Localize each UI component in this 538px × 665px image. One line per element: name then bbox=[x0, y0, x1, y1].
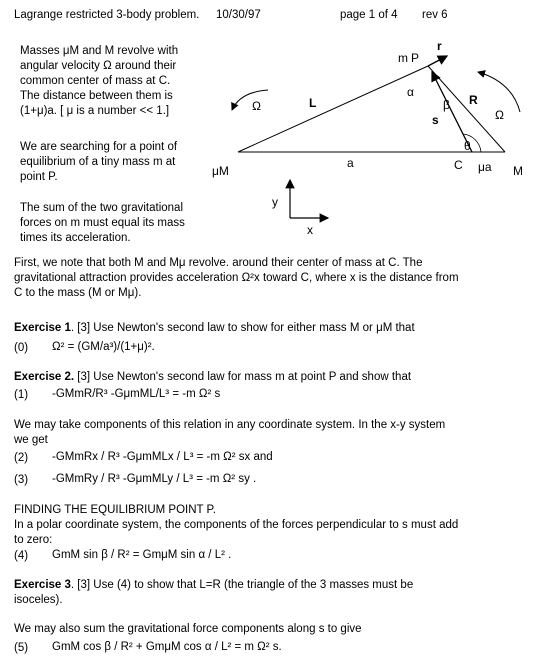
text-line: to zero: bbox=[14, 533, 53, 546]
label-alpha: α bbox=[407, 85, 414, 99]
intro-line: angular velocity Ω around their bbox=[20, 59, 177, 72]
section-title: FINDING THE EQUILIBRIUM POINT P. bbox=[14, 504, 216, 516]
document-date: 10/30/97 bbox=[216, 9, 261, 21]
equation-4-number: (4) bbox=[14, 550, 29, 562]
equation-5-number: (5) bbox=[14, 642, 29, 654]
three-body-diagram bbox=[0, 0, 538, 250]
page-number: page 1 of 4 bbox=[340, 9, 398, 21]
label-y: y bbox=[272, 195, 278, 209]
text-line: In a polar coordinate system, the components of the forces perpendicular to s must add bbox=[14, 518, 459, 531]
equation-3: -GMmRy / R³ -GμmMLy / L³ = -m Ω² sy . bbox=[52, 473, 257, 485]
intro-line: (1+μ)a. [ μ is a number << 1.] bbox=[20, 104, 170, 117]
exercise-2 bbox=[14, 370, 411, 385]
text-line: First, we note that both M and Mμ revolve. around their center of mass at C. The bbox=[14, 257, 423, 269]
intro-line: times its acceleration. bbox=[20, 231, 131, 244]
exercise-3-label: Exercise 3 bbox=[14, 579, 71, 591]
exercise-1-text: . [3] Use Newton's second law to show for either mass M or μM that bbox=[70, 322, 415, 334]
intro-line: Masses μM and M revolve with bbox=[20, 45, 179, 57]
first-note bbox=[14, 256, 529, 301]
equation-0-number: (0) bbox=[14, 342, 29, 354]
label-r: r bbox=[437, 39, 442, 53]
equation-2: -GMmRx / R³ -GμmMLx / L³ = -m Ω² sx and bbox=[52, 451, 273, 463]
rotation-arrow-right bbox=[478, 72, 520, 112]
exercise-2-text: [3] Use Newton's second law for mass m at point P and show that bbox=[74, 371, 412, 383]
label-m: m bbox=[398, 51, 408, 65]
intro-line: equilibrium of a tiny mass m at bbox=[20, 155, 176, 168]
intro-line: forces on m must equal its mass bbox=[20, 216, 185, 229]
document-title: Lagrange restricted 3-body problem. bbox=[14, 9, 200, 21]
label-beta: β bbox=[443, 98, 450, 112]
equation-1: -GMmR/R³ -GμmML/L³ = -m Ω² s bbox=[52, 388, 221, 400]
text-line: We may take components of this relation in any coordinate system. In the x-y system bbox=[14, 419, 446, 431]
components-paragraph bbox=[14, 418, 529, 448]
rotation-arrow-left bbox=[232, 90, 268, 110]
intro-line: The distance between them is bbox=[20, 89, 173, 102]
exercise-2-label: Exercise 2. bbox=[14, 371, 75, 383]
label-x: x bbox=[307, 223, 313, 237]
line-L bbox=[238, 66, 428, 152]
equation-5: GmM cos β / R² + GmμM cos α / L² = m Ω² s. bbox=[52, 641, 282, 653]
intro-line: We are searching for a point of bbox=[20, 141, 178, 153]
equation-0: Ω² = (GM/a³)/(1+μ)². bbox=[52, 341, 155, 353]
exercise-1-label: Exercise 1 bbox=[14, 322, 71, 334]
vector-r bbox=[428, 56, 447, 66]
label-s: s bbox=[432, 113, 439, 127]
exercise-1 bbox=[14, 321, 415, 336]
finding-section bbox=[14, 503, 529, 548]
text-line: gravitational attraction provides acceleration Ω²x toward C, where x is the distance from bbox=[14, 271, 459, 284]
revision: rev 6 bbox=[422, 9, 448, 21]
equation-2-number: (2) bbox=[14, 452, 29, 464]
label-P: P bbox=[411, 51, 420, 65]
label-C: C bbox=[454, 158, 463, 172]
equation-3-number: (3) bbox=[14, 474, 29, 486]
label-muM: μM bbox=[212, 164, 229, 178]
label-mu-a: μa bbox=[478, 160, 492, 174]
text-line: C to the mass (M or Mμ). bbox=[14, 286, 142, 299]
exercise-3-text-2: isoceles). bbox=[14, 593, 63, 606]
equation-1-number: (1) bbox=[14, 389, 29, 401]
intro-line: common center of mass at C. bbox=[20, 74, 171, 87]
intro-line: point P. bbox=[20, 170, 58, 183]
label-L: L bbox=[309, 96, 317, 110]
label-M: M bbox=[513, 164, 523, 178]
sum-paragraph: We may also sum the gravitational force components along s to give bbox=[14, 623, 362, 635]
label-a: a bbox=[347, 156, 354, 170]
exercise-3 bbox=[14, 578, 529, 608]
equation-4: GmM sin β / R² = GmμM sin α / L² . bbox=[52, 549, 232, 561]
label-omega-left: Ω bbox=[252, 99, 261, 113]
label-theta: θ bbox=[464, 139, 471, 153]
exercise-3-text: . [3] Use (4) to show that L=R (the triangle of the 3 masses must be bbox=[70, 579, 414, 591]
label-R: R bbox=[469, 93, 478, 107]
label-omega-right: Ω bbox=[495, 108, 504, 122]
intro-line: The sum of the two gravitational bbox=[20, 202, 183, 214]
text-line: we get bbox=[14, 433, 48, 446]
